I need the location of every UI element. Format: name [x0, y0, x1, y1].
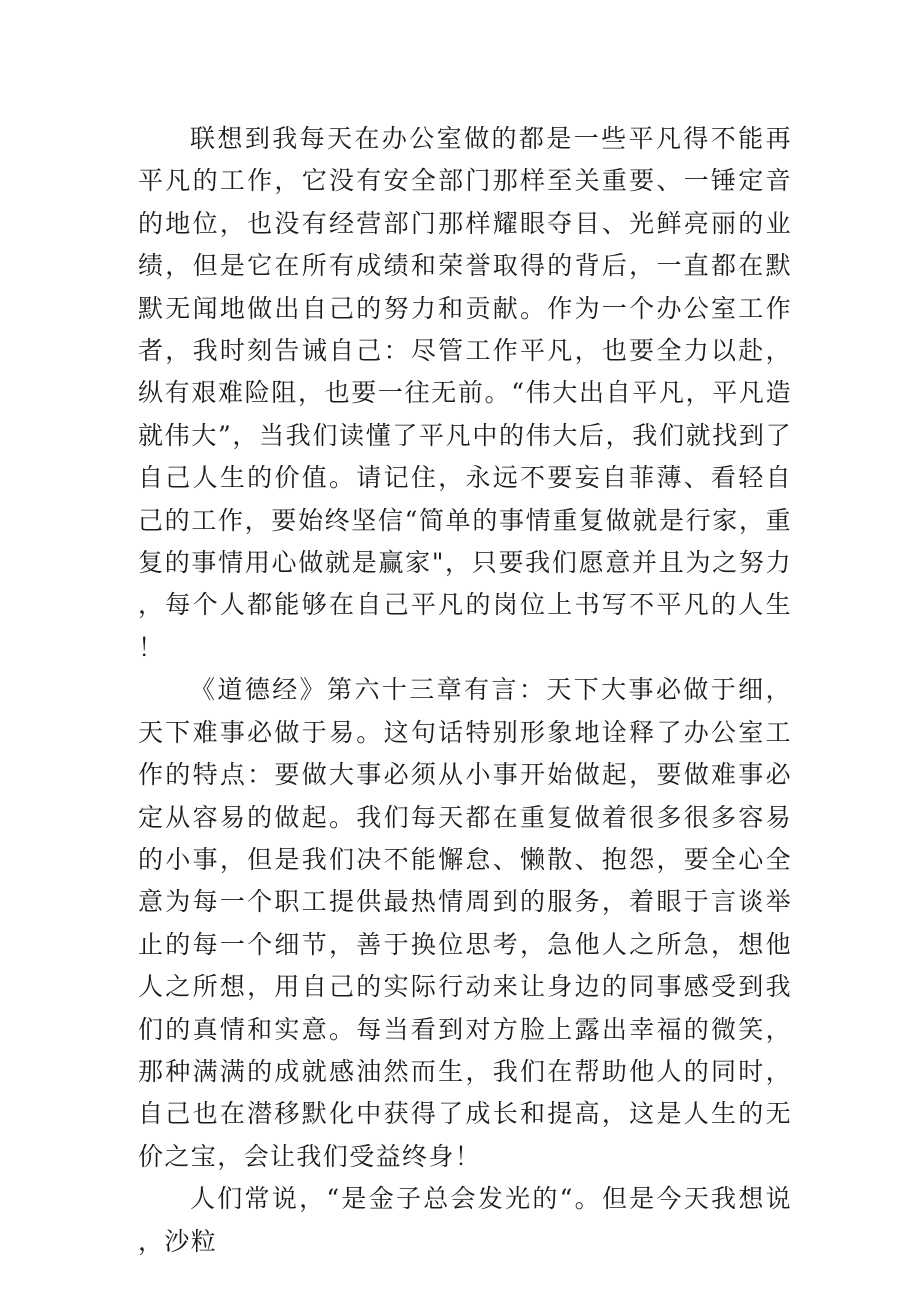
document-body — [138, 118, 792, 1263]
paragraph-1: 联想到我每天在办公室做的都是一些平凡得不能再平凡的工作，它没有安全部门那样至关重要、一锤定音的地位，也没有经营部门那样耀眼夺目、光鲜亮丽的业绩，但是它在所有成绩和荣誉取得的背后，一直都在默默无闻地做出自己的努力和贡献。作为一个办公室工作者，我时刻告诫自己：尽管工作平凡，也要全力以赴，纵有艰难险阻，也要一往无前。“伟大出自平凡，平凡造就伟大”，当我们读懂了平凡中的伟大后，我们就找到了自己人生的价值。请记住，永远不要妄自菲薄、看轻自己的工作，要始终坚信“简单的事情重复做就是行家，重复的事情用心做就是赢家"，只要我们愿意并且为之努力，每个人都能够在自己平凡的岗位上书写不平凡的人生！ — [138, 124, 792, 662]
paragraph-2: 《道德经》第六十三章有言：天下大事必做于细，天下难事必做于易。这句话特别形象地诠释了办公室工作的特点：要做大事必须从小事开始做起，要做难事必定从容易的做起。我们每天都在重复做着很多很多容易的小事，但是我们决不能懈怠、懒散、抱怨，要全心全意为每一个职工提供最热情周到的服务，着眼于言谈举止的每一个细节，善于换位思考，急他人之所急，想他人之所想，用自己的实际行动来让身边的同事感受到我们的真情和实意。每当看到对方脸上露出幸福的微笑，那种满满的成就感油然而生，我们在帮助他人的同时，自己也在潜移默化中获得了成长和提高，这是人生的无价之宝，会让我们受益终身！ — [138, 675, 792, 1171]
paragraph-3: 人们常说，“是金子总会发光的“。但是今天我想说，沙粒 — [138, 1184, 792, 1256]
